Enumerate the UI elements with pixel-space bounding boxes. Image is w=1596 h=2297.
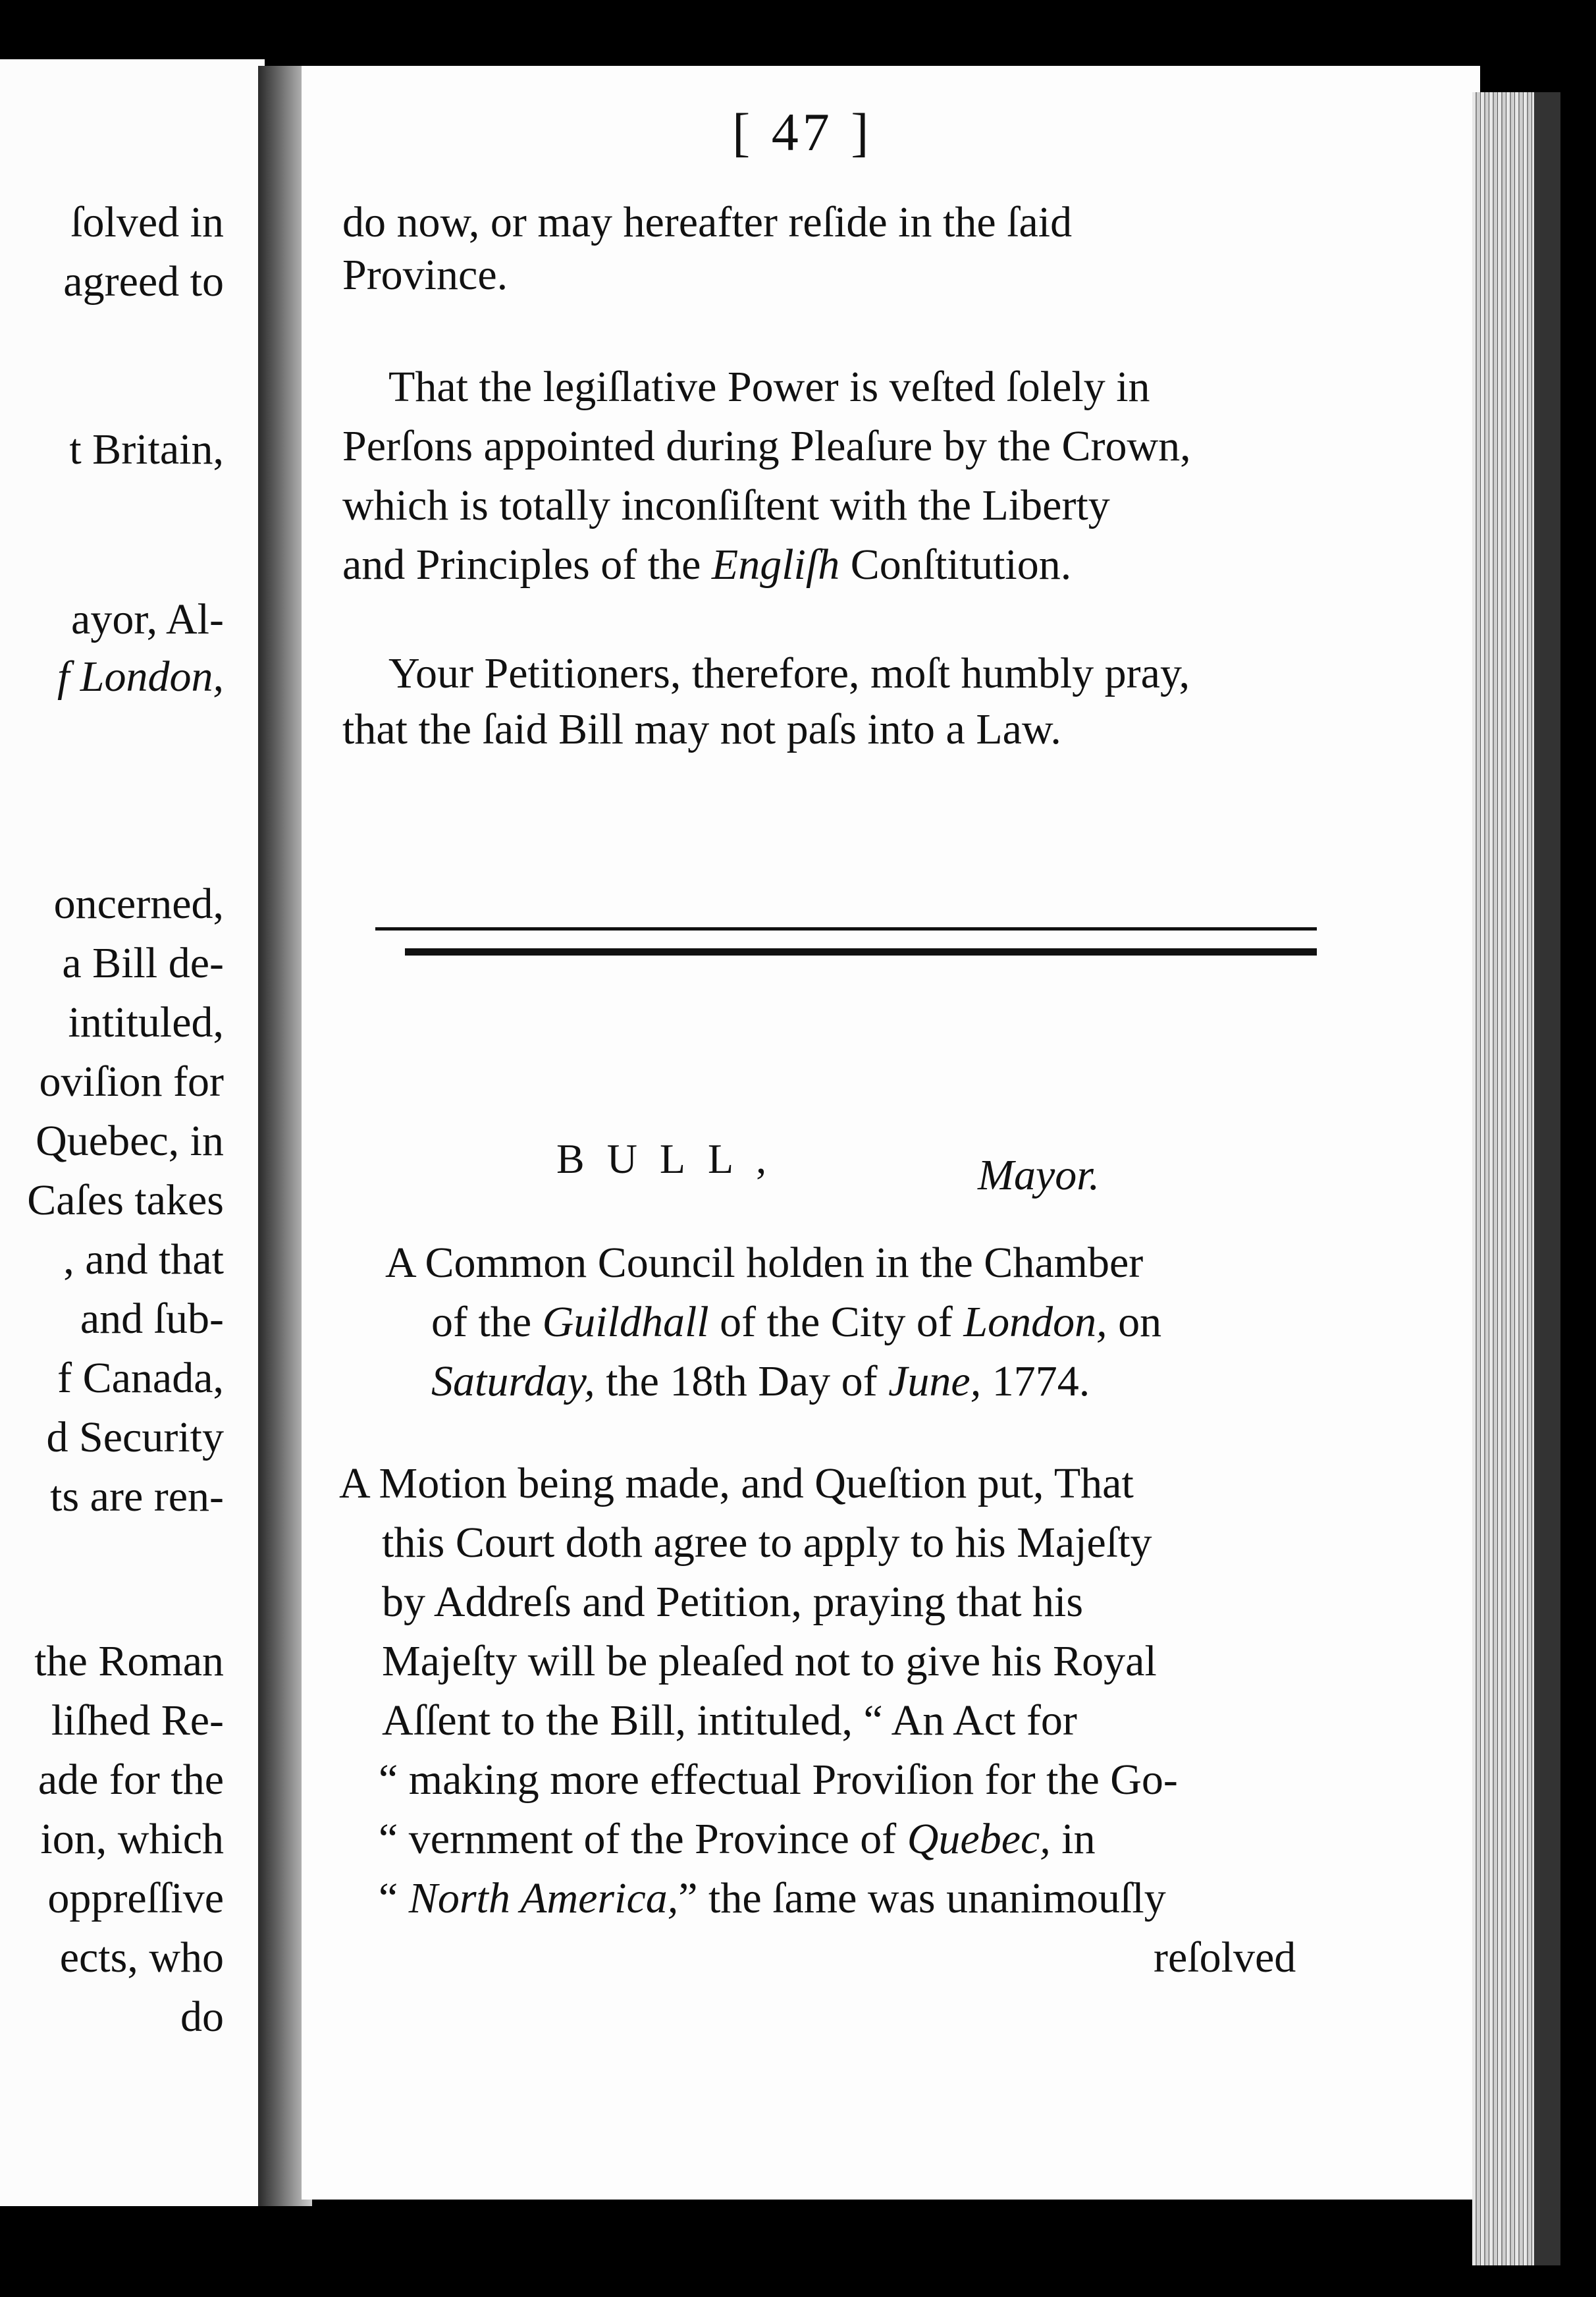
separator-rule-thick	[405, 948, 1317, 956]
left-line: ts are ren-	[50, 1473, 224, 1521]
left-line: a Bill de-	[62, 939, 224, 987]
left-line: ade for the	[38, 1756, 224, 1804]
left-line: d Security	[46, 1413, 224, 1461]
body-line: that the ſaid Bill may not paſs into a Law.	[342, 705, 1061, 753]
council-line: A Common Council holden in the Chamber	[385, 1239, 1144, 1287]
motion-line: by Addreſs and Petition, praying that his	[382, 1578, 1084, 1626]
motion-line: A Motion being made, and Queſtion put, That	[339, 1459, 1134, 1507]
body-line: Your Petitioners, therefore, moſt humbly pray,	[388, 649, 1190, 697]
left-line: the Roman	[34, 1637, 224, 1685]
left-line: do	[180, 1993, 224, 2041]
book-edge-shadow	[1534, 92, 1560, 2265]
left-line: Caſes takes	[27, 1176, 224, 1224]
motion-line: “ vernment of the Province of Quebec, in	[379, 1815, 1096, 1863]
body-line: Perſons appointed during Pleaſure by the Crown,	[342, 422, 1191, 470]
body-line: Province.	[342, 251, 508, 299]
council-line: of the Guildhall of the City of London, on	[431, 1298, 1162, 1346]
body-line: That the legiſlative Power is veſted ſolely in	[388, 363, 1150, 411]
left-line: ſolved in	[70, 198, 224, 246]
left-line: oncerned,	[53, 880, 224, 928]
left-line: agreed to	[63, 257, 224, 306]
left-line: and ſub-	[80, 1295, 224, 1343]
body-line: and Principles of the Engliſh Conſtitution.	[342, 541, 1072, 589]
left-line: intituled,	[68, 998, 224, 1046]
motion-line: “ North America,” the ſame was unanimouſly	[379, 1874, 1166, 1922]
left-line: ion, which	[40, 1815, 224, 1863]
left-line: oppreſſive	[47, 1874, 224, 1922]
separator-rule-thin	[375, 927, 1317, 931]
left-line: , and that	[63, 1235, 224, 1284]
motion-line: this Court doth agree to apply to his Majeſty	[382, 1519, 1152, 1567]
facing-page-left	[0, 59, 265, 2206]
body-line: do now, or may hereafter reſide in the ſaid	[342, 198, 1073, 246]
motion-line: Aſſent to the Bill, intituled, “ An Act for	[382, 1696, 1077, 1744]
left-line: ayor, Al-	[71, 595, 224, 643]
council-line: Saturday, the 18th Day of June, 1774.	[431, 1357, 1090, 1405]
catchword: reſolved	[1154, 1933, 1296, 1982]
motion-line: Majeſty will be pleaſed not to give his Royal	[382, 1637, 1157, 1685]
left-line: Quebec, in	[36, 1117, 224, 1165]
page-number: [ 47 ]	[732, 102, 873, 162]
left-line: f Canada,	[57, 1354, 224, 1402]
left-line: liſhed Re-	[51, 1696, 224, 1744]
motion-line: “ making more effectual Proviſion for the Go-	[379, 1756, 1178, 1804]
left-line: t Britain,	[69, 425, 224, 473]
left-line: ects, who	[59, 1933, 224, 1982]
heading-title: Mayor.	[978, 1151, 1100, 1199]
body-line: which is totally inconſiſtent with the Liberty	[342, 481, 1110, 529]
heading-name: BULL,	[556, 1135, 789, 1182]
left-line: oviſion for	[39, 1058, 224, 1106]
left-line: f London,	[57, 653, 224, 701]
